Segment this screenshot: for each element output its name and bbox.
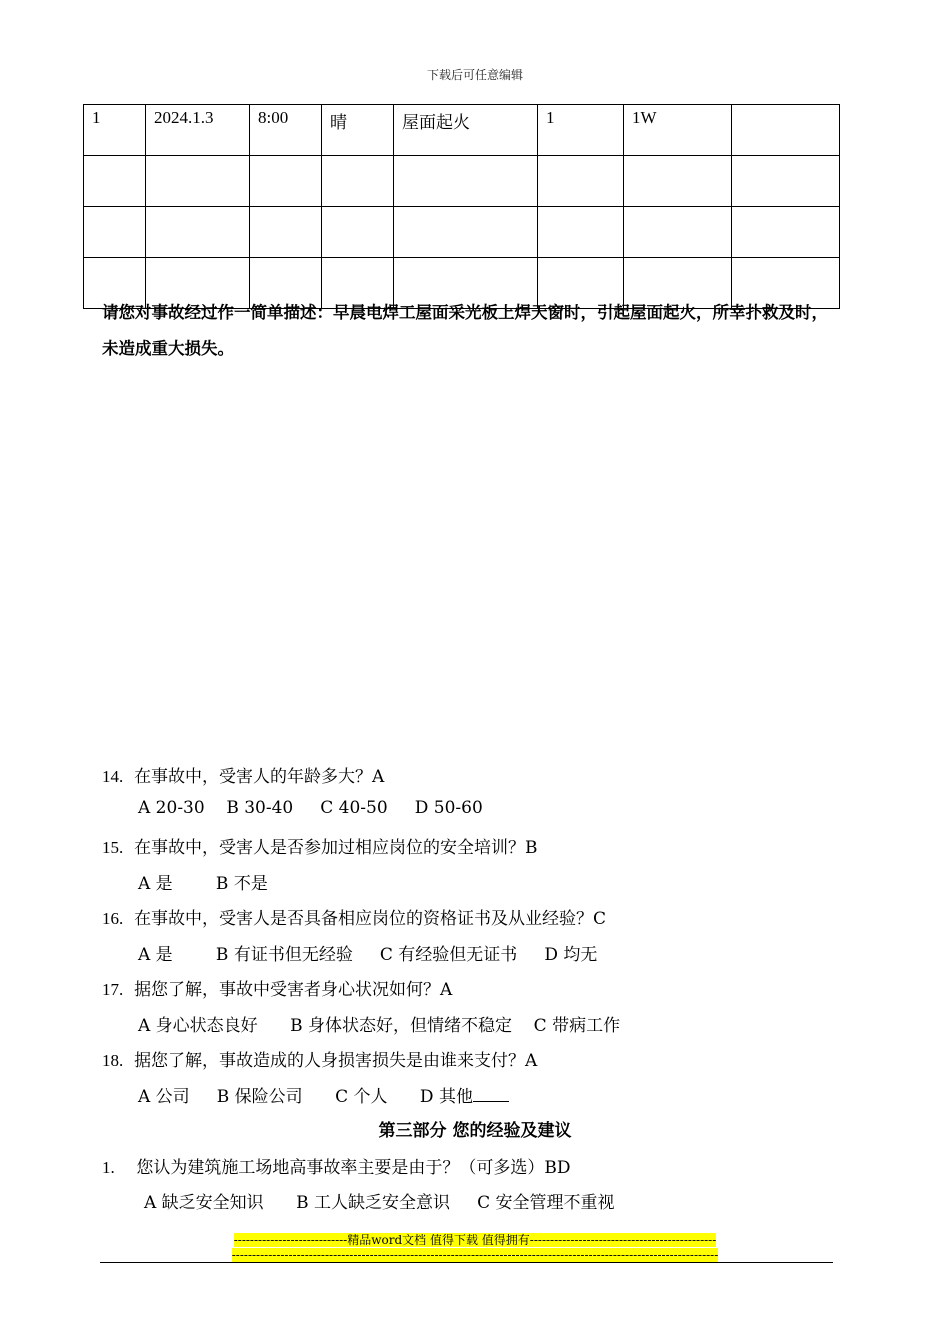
footer-line-1: ----------------------------精品word文档 值得下载 值得拥有---------------------------------------------- bbox=[233, 1233, 717, 1247]
option: A 缺乏安全知识 bbox=[144, 1193, 264, 1213]
question-text: 在事故中，受害人的年龄多大？A bbox=[134, 767, 385, 787]
table-cell: 2024.1.3 bbox=[146, 105, 250, 156]
option: A 是 bbox=[138, 874, 173, 894]
question-18 bbox=[102, 1046, 537, 1071]
table-cell: 晴 bbox=[322, 105, 394, 156]
option: C 个人 bbox=[335, 1087, 388, 1107]
question-text: 据您了解，事故造成的人身损害损失是由谁来支付？A bbox=[134, 1051, 538, 1071]
question-text: 据您了解，事故中受害者身心状况如何？A bbox=[134, 980, 453, 1000]
option: C 40-50 bbox=[320, 798, 388, 818]
question-15-options bbox=[138, 869, 268, 894]
option: C 有经验但无证书 bbox=[379, 945, 518, 965]
table-cell: 1 bbox=[84, 105, 146, 156]
table-cell bbox=[250, 207, 322, 258]
table-cell bbox=[146, 156, 250, 207]
accident-description: 请您对事故经过作一简单描述：早晨电焊工屋面采光板上焊天窗时，引起屋面起火，所幸扑救及时，未造成重大损失。 bbox=[102, 303, 828, 358]
section3-question-1-options bbox=[144, 1188, 614, 1213]
table-cell: 1 bbox=[538, 105, 624, 156]
question-16-options bbox=[138, 940, 597, 965]
table-cell: 1W bbox=[624, 105, 732, 156]
question-number: 16. bbox=[102, 909, 124, 928]
question-number: 14. bbox=[102, 767, 124, 786]
question-number: 15. bbox=[102, 838, 124, 857]
option: A 是 bbox=[138, 945, 173, 965]
question-17 bbox=[102, 975, 452, 1000]
table-cell bbox=[624, 156, 732, 207]
question-number: 18. bbox=[102, 1051, 124, 1070]
table-row bbox=[84, 207, 840, 258]
option: B 工人缺乏安全意识 bbox=[296, 1193, 451, 1213]
table-cell bbox=[146, 207, 250, 258]
option: D 均无 bbox=[544, 945, 598, 965]
option: D 50-60 bbox=[414, 798, 483, 818]
table-cell bbox=[394, 207, 538, 258]
table-cell bbox=[250, 156, 322, 207]
table-cell bbox=[322, 156, 394, 207]
question-17-options bbox=[138, 1011, 620, 1036]
table-cell bbox=[624, 207, 732, 258]
option: A 身心状态良好 bbox=[138, 1016, 258, 1036]
table-row bbox=[84, 105, 840, 156]
table-cell bbox=[732, 207, 840, 258]
option: A 公司 bbox=[138, 1087, 190, 1107]
footer-divider bbox=[100, 1262, 833, 1263]
question-number: 17. bbox=[102, 980, 124, 999]
question-18-options bbox=[138, 1082, 509, 1107]
table-cell bbox=[538, 156, 624, 207]
table-cell: 8:00 bbox=[250, 105, 322, 156]
section-title: 第三部分 您的经验及建议 bbox=[378, 1121, 572, 1141]
question-number: 1. bbox=[102, 1158, 115, 1177]
table-cell bbox=[538, 207, 624, 258]
fill-in-blank bbox=[473, 1085, 509, 1102]
header-note: 下载后可任意编辑 bbox=[426, 68, 523, 82]
question-14-options bbox=[138, 798, 483, 818]
table-cell bbox=[322, 207, 394, 258]
option: B 有证书但无经验 bbox=[215, 945, 353, 965]
table-cell: 屋面起火 bbox=[394, 105, 538, 156]
question-15 bbox=[102, 833, 538, 858]
table-cell bbox=[84, 156, 146, 207]
option: B 30-40 bbox=[226, 798, 294, 818]
option: C 安全管理不重视 bbox=[477, 1193, 615, 1213]
table-cell bbox=[394, 156, 538, 207]
question-text: 在事故中，受害人是否具备相应岗位的资格证书及从业经验？C bbox=[134, 909, 607, 929]
question-text: 在事故中，受害人是否参加过相应岗位的安全培训？B bbox=[134, 838, 538, 858]
accident-table bbox=[83, 104, 840, 309]
option: D 其他 bbox=[419, 1087, 473, 1107]
question-14 bbox=[102, 762, 384, 787]
footer-line-2: ------------------------------------------------------------------------------------------------------------------------ bbox=[231, 1248, 719, 1262]
table-row bbox=[84, 156, 840, 207]
option: B 不是 bbox=[215, 874, 268, 894]
question-16 bbox=[102, 904, 606, 929]
option: B 身体状态好，但情绪不稳定 bbox=[290, 1016, 513, 1036]
table-cell bbox=[732, 105, 840, 156]
footer-banner-2 bbox=[0, 1244, 950, 1263]
table-cell bbox=[84, 207, 146, 258]
table-cell bbox=[732, 156, 840, 207]
option: A 20-30 bbox=[138, 798, 205, 818]
option: C 带病工作 bbox=[533, 1016, 621, 1036]
section3-question-1 bbox=[102, 1153, 571, 1178]
option: B 保险公司 bbox=[216, 1087, 303, 1107]
question-text: 您认为建筑施工场地高事故率主要是由于？（可多选）BD bbox=[136, 1158, 571, 1178]
